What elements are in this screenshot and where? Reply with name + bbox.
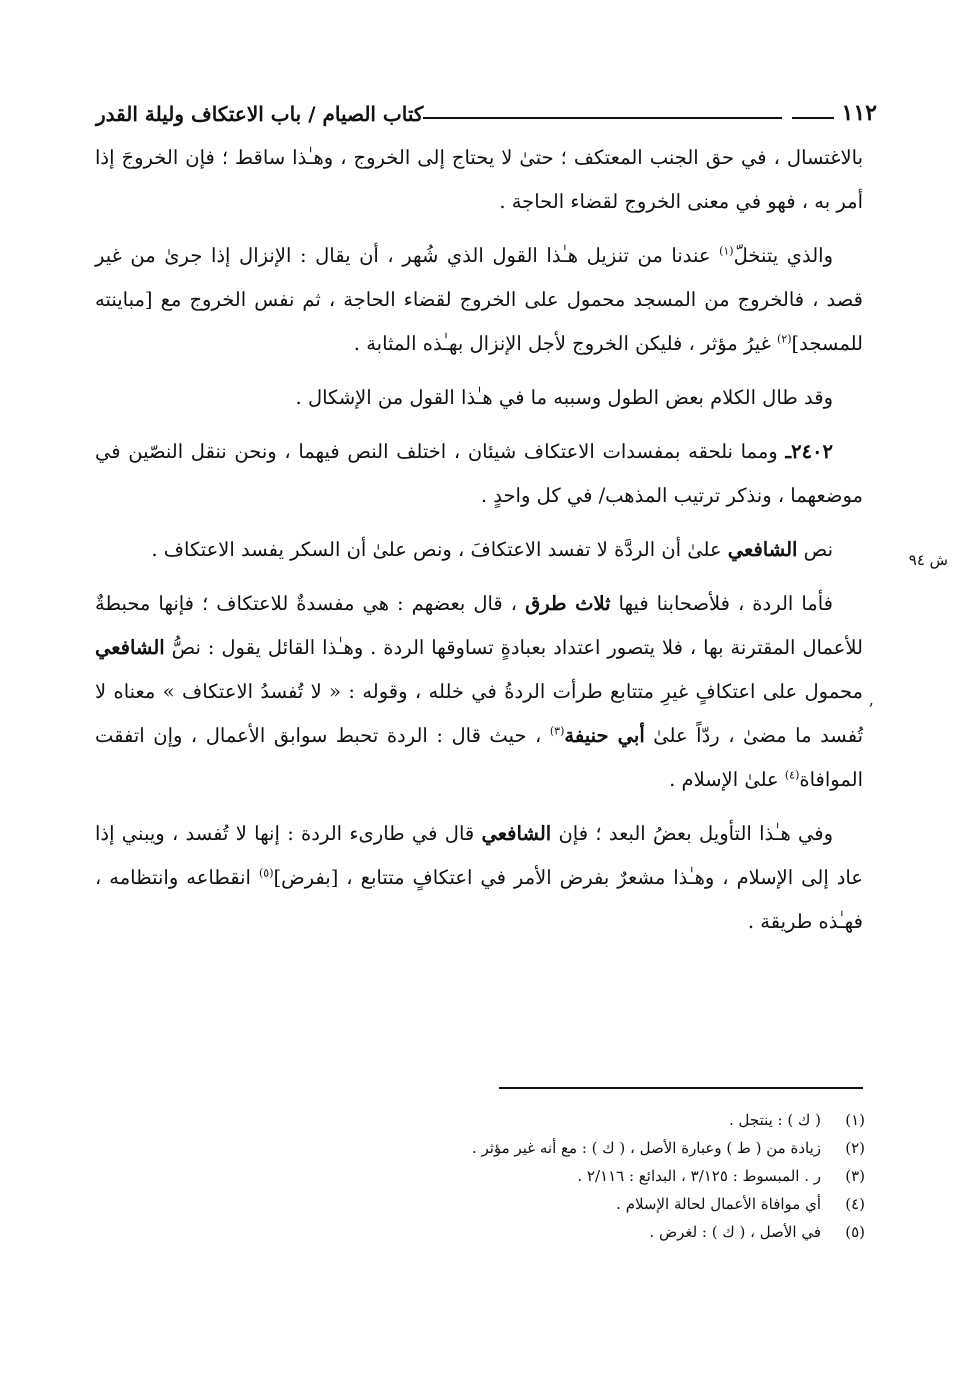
footnote-marker: (٢) <box>776 332 792 346</box>
running-header <box>96 86 877 126</box>
issue-number: ٢٤٠٢ـ <box>785 440 833 463</box>
main-text <box>95 136 863 954</box>
footnote-text: ر . المبسوط : ٣/١٢٥ ، البدائع : ٢/١١٦ . <box>577 1167 821 1185</box>
paragraph-7: وفي هـٰذا التأويل بعضُ البعد ؛ فإن الشافعي قال في طارىء الردة : إنها لا تُفسد ، ويبني إذا عاد إلى الإسلام ، وهـٰذا مشعرٌ بفرض الأمر في اعتكافٍ متتابع ، [بفرض]$^{(٥)}$ انقطاعه وانتظامه ، فهـٰذه طريقة . <box>95 822 864 933</box>
footnotes <box>345 1106 865 1246</box>
header-title: كتاب الصيام / باب الاعتكاف وليلة القدر <box>96 102 424 126</box>
header-rule-long <box>423 117 781 119</box>
footnote-item <box>345 1106 865 1134</box>
margin-note: ش ٩٤ <box>908 551 948 569</box>
footnote-marker: (٤) <box>784 768 800 782</box>
header-rule-short <box>792 117 834 119</box>
footnote-number: (٣) <box>845 1167 865 1185</box>
footnote-text: في الأصل ، ( ك ) : لغرض . <box>649 1223 821 1241</box>
footnote-item <box>345 1218 865 1246</box>
footnote-text: ( ك ) : ينتجل . <box>729 1111 821 1129</box>
footnote-item <box>345 1162 865 1190</box>
footnote-item <box>345 1134 865 1162</box>
page-number: ١١٢ <box>841 100 877 126</box>
margin-tick-mark: ʼ <box>868 700 874 719</box>
footnote-text: زيادة من ( ط ) وعبارة الأصل ، ( ك ) : مع أنه غير مؤثر . <box>471 1139 821 1157</box>
footnote-item <box>345 1190 865 1218</box>
footnote-number: (٤) <box>845 1195 865 1213</box>
paragraph-5: نص الشافعي علىٰ أن الردَّة لا تفسد الاعتكافَ ، ونص علىٰ أن السكر يفسد الاعتكاف . <box>151 538 833 561</box>
paragraph-6: فأما الردة ، فلأصحابنا فيها ثلاث طرق ، قال بعضهم : هي مفسدةٌ للاعتكاف ؛ فإنها محبطةٌ للأعمال المقترنة بها ، فلا يتصور اعتداد بعبادةٍ تساوقها الردة . وهـٰذا القائل يقول : نصُّ الشافعي محمول على اعتكافٍ غيرِ متتابع طرأت الردةُ في خلله ، وقوله : « لا تُفسدُ الاعتكاف » معناه لا تُفسد ما مضىٰ ، ردّاً علىٰ أبي حنيفة$^{(٣)}$ ، حيث قال : الردة تحبط سوابق الأعمال ، وإن اتفقت الموافاة$^{(٤)}$ علىٰ الإسلام . <box>95 592 863 791</box>
footnote-marker: (٥) <box>258 866 274 880</box>
footnote-separator <box>499 1087 863 1089</box>
footnote-text: أي موافاة الأعمال لحالة الإسلام . <box>616 1195 821 1213</box>
footnote-number: (١) <box>845 1111 865 1129</box>
footnote-marker: (١) <box>719 244 734 258</box>
footnote-marker: (٣) <box>549 724 565 738</box>
paragraph-2: والذي يتنخلّ$^{(١)}$ عندنا من تنزيل هـٰذا القول الذي شُهر ، أن يقال : الإنزال إذا جرىٰ من غير قصد ، فالخروج من المسجد محمول على الخروج لقضاء الحاجة ، ثم نفس الخروج مع [مباينته للمسجد]$^{(٢)}$ غيرُ مؤثر ، فليكن الخروج لأجل الإنزال بهـٰذه المثابة . <box>95 244 863 355</box>
paragraph-1: بالاغتسال ، في حق الجنب المعتكف ؛ حتىٰ لا يحتاج إلى الخروج ، وهـٰذا ساقط ؛ فإن الخروجَ إذا أمر به ، فهو في معنى الخروج لقضاء الحاجة . <box>95 146 863 213</box>
paragraph-3: وقد طال الكلام بعض الطول وسببه ما في هـٰذا القول من الإشكال . <box>295 386 833 409</box>
paragraph-4: ٢٤٠٢ـ ومما نلحقه بمفسدات الاعتكاف شيئان ، اختلف النص فيهما ، ونحن ننقل النصّين في موضعهما ، ونذكر ترتيب المذهب/ في كل واحدٍ . <box>95 440 863 507</box>
footnote-number: (٥) <box>845 1223 865 1241</box>
footnote-number: (٢) <box>845 1139 865 1157</box>
